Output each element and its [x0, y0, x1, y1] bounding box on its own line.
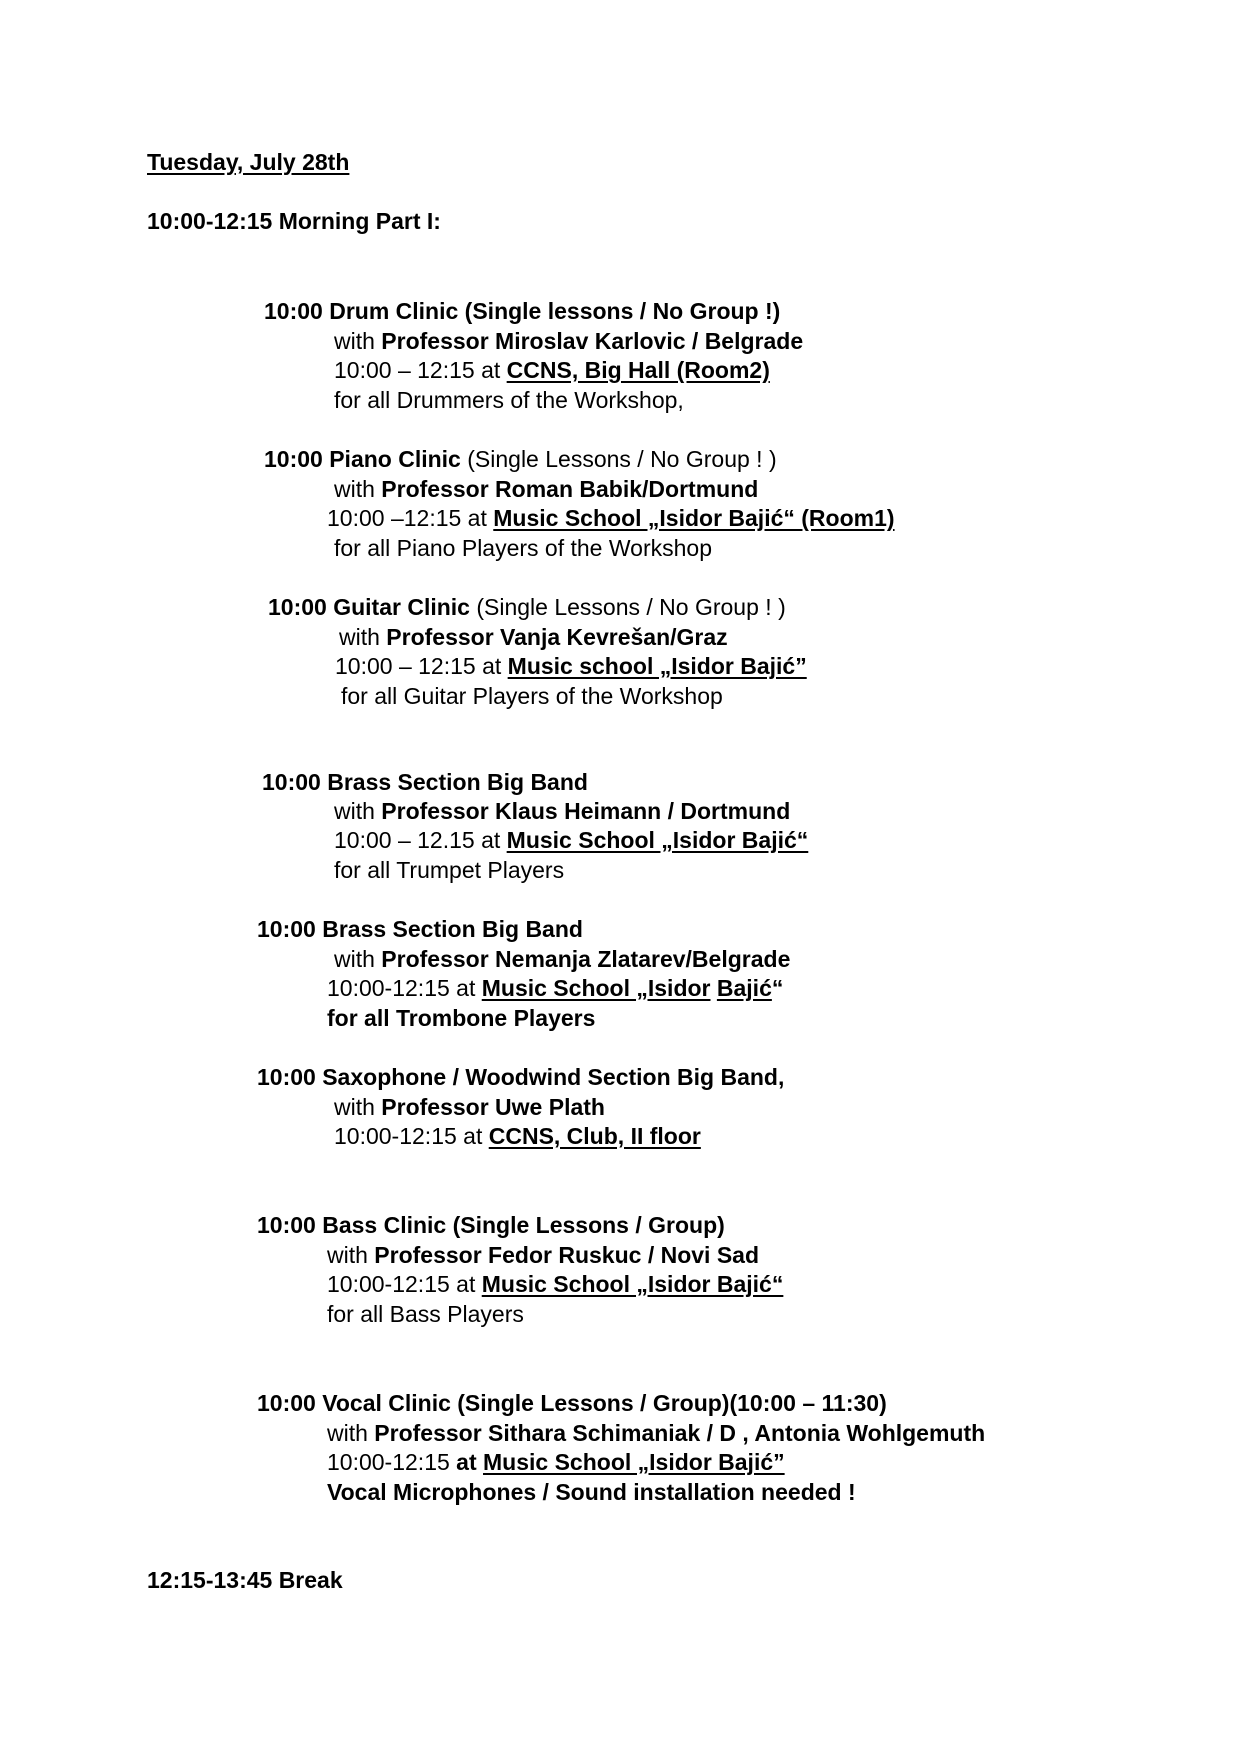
- time-text: 10:00 – 12.15 at: [334, 827, 507, 853]
- break-heading: 12:15-13:45 Break: [147, 1567, 343, 1593]
- session-time: [334, 1122, 701, 1150]
- session-title: [268, 593, 786, 621]
- session-note: for all Guitar Players of the Workshop: [341, 683, 723, 709]
- session-note: for all Trombone Players: [327, 1005, 596, 1031]
- time-text: 10:00-12:15: [327, 1449, 457, 1475]
- time-text: 10:00-12:15 at: [327, 1271, 482, 1297]
- session-title: 10:00 Bass Clinic (Single Lessons / Group): [257, 1212, 725, 1238]
- session-note: for all Trumpet Players: [334, 857, 565, 883]
- session-title: 10:00 Brass Section Big Band: [257, 916, 583, 942]
- session-note: Vocal Microphones / Sound installation needed !: [327, 1479, 856, 1505]
- professor-name: Professor Vanja Kevrešan/Graz: [386, 624, 728, 650]
- professor-name: Professor Roman Babik/Dortmund: [381, 476, 759, 502]
- location-text: Music School „Isidor Bajić“ (Room1): [493, 505, 895, 531]
- session-instructor: [334, 327, 803, 355]
- session-instructor: [327, 1241, 759, 1269]
- professor-name: Professor Miroslav Karlovic / Belgrade: [381, 328, 804, 354]
- location-text: CCNS, Big Hall (Room2): [506, 357, 770, 383]
- location-quote: “: [771, 975, 784, 1001]
- time-text: 10:00 – 12:15 at: [334, 357, 507, 383]
- professor-name: Professor Klaus Heimann / Dortmund: [381, 798, 791, 824]
- time-at: at: [456, 1449, 484, 1475]
- title-bold: 10:00: [257, 1064, 316, 1090]
- with-prefix: with: [327, 1242, 375, 1268]
- title-rest: Saxophone / Woodwind Section Big Band,: [315, 1064, 785, 1090]
- time-text: 10:00-12:15 at: [327, 975, 482, 1001]
- with-prefix: with: [334, 476, 382, 502]
- with-prefix: with: [334, 328, 382, 354]
- session-instructor: [334, 945, 790, 973]
- session-instructor: [327, 1419, 985, 1447]
- title-bold: 10:00 Guitar Clinic: [268, 594, 470, 620]
- with-prefix: with: [334, 1094, 382, 1120]
- session-instructor: [339, 623, 728, 651]
- professor-name: Professor Sithara Schimaniak / D , Antonia Wohlgemuth: [374, 1420, 986, 1446]
- time-text: 10:00 –12:15 at: [327, 505, 494, 531]
- with-prefix: with: [334, 946, 382, 972]
- session-title: 10:00 Vocal Clinic (Single Lessons / Group)(10:00 – 11:30): [257, 1390, 887, 1416]
- session-note: for all Bass Players: [327, 1301, 524, 1327]
- with-prefix: with: [327, 1420, 375, 1446]
- location-text: CCNS, Club, II floor: [488, 1123, 701, 1149]
- day-heading: Tuesday, July 28th: [147, 149, 350, 175]
- session-note: for all Piano Players of the Workshop: [334, 535, 712, 561]
- session-time: [327, 1448, 785, 1476]
- title-rest: (Single Lessons / No Group ! ): [460, 446, 777, 472]
- session-title: 10:00 Drum Clinic (Single lessons / No Group !): [264, 298, 781, 324]
- title-rest: (Single Lessons / No Group ! ): [469, 594, 786, 620]
- session-time: [327, 504, 895, 532]
- session-title: [257, 1063, 784, 1091]
- session-instructor: [334, 1093, 605, 1121]
- session-instructor: [334, 797, 790, 825]
- location-text: Bajić: [716, 975, 772, 1001]
- session-title: 10:00 Brass Section Big Band: [262, 769, 588, 795]
- title-bold: 10:00 Piano Clinic: [264, 446, 461, 472]
- location-text: Music School „Isidor Bajić“: [481, 1271, 784, 1297]
- location-text: Music School „Isidor Bajić“: [506, 827, 809, 853]
- session-title: [264, 445, 777, 473]
- session-instructor: [334, 475, 758, 503]
- session-time: [335, 652, 807, 680]
- with-prefix: with: [339, 624, 387, 650]
- location-text: Music School „Isidor: [481, 975, 711, 1001]
- location-text: Music School „Isidor Bajić”: [483, 1449, 785, 1475]
- session-time: [327, 974, 783, 1002]
- professor-name: Professor Fedor Ruskuc / Novi Sad: [374, 1242, 760, 1268]
- location-text: Music school „Isidor Bajić”: [507, 653, 807, 679]
- morning-heading: 10:00-12:15 Morning Part I:: [147, 208, 441, 234]
- session-time: [334, 826, 808, 854]
- time-text: 10:00 – 12:15 at: [335, 653, 508, 679]
- time-text: 10:00-12:15 at: [334, 1123, 489, 1149]
- professor-name: Professor Uwe Plath: [381, 1094, 605, 1120]
- with-prefix: with: [334, 798, 382, 824]
- professor-name: Professor Nemanja Zlatarev/Belgrade: [381, 946, 791, 972]
- session-time: [334, 356, 770, 384]
- session-note: for all Drummers of the Workshop,: [334, 387, 684, 413]
- session-time: [327, 1270, 783, 1298]
